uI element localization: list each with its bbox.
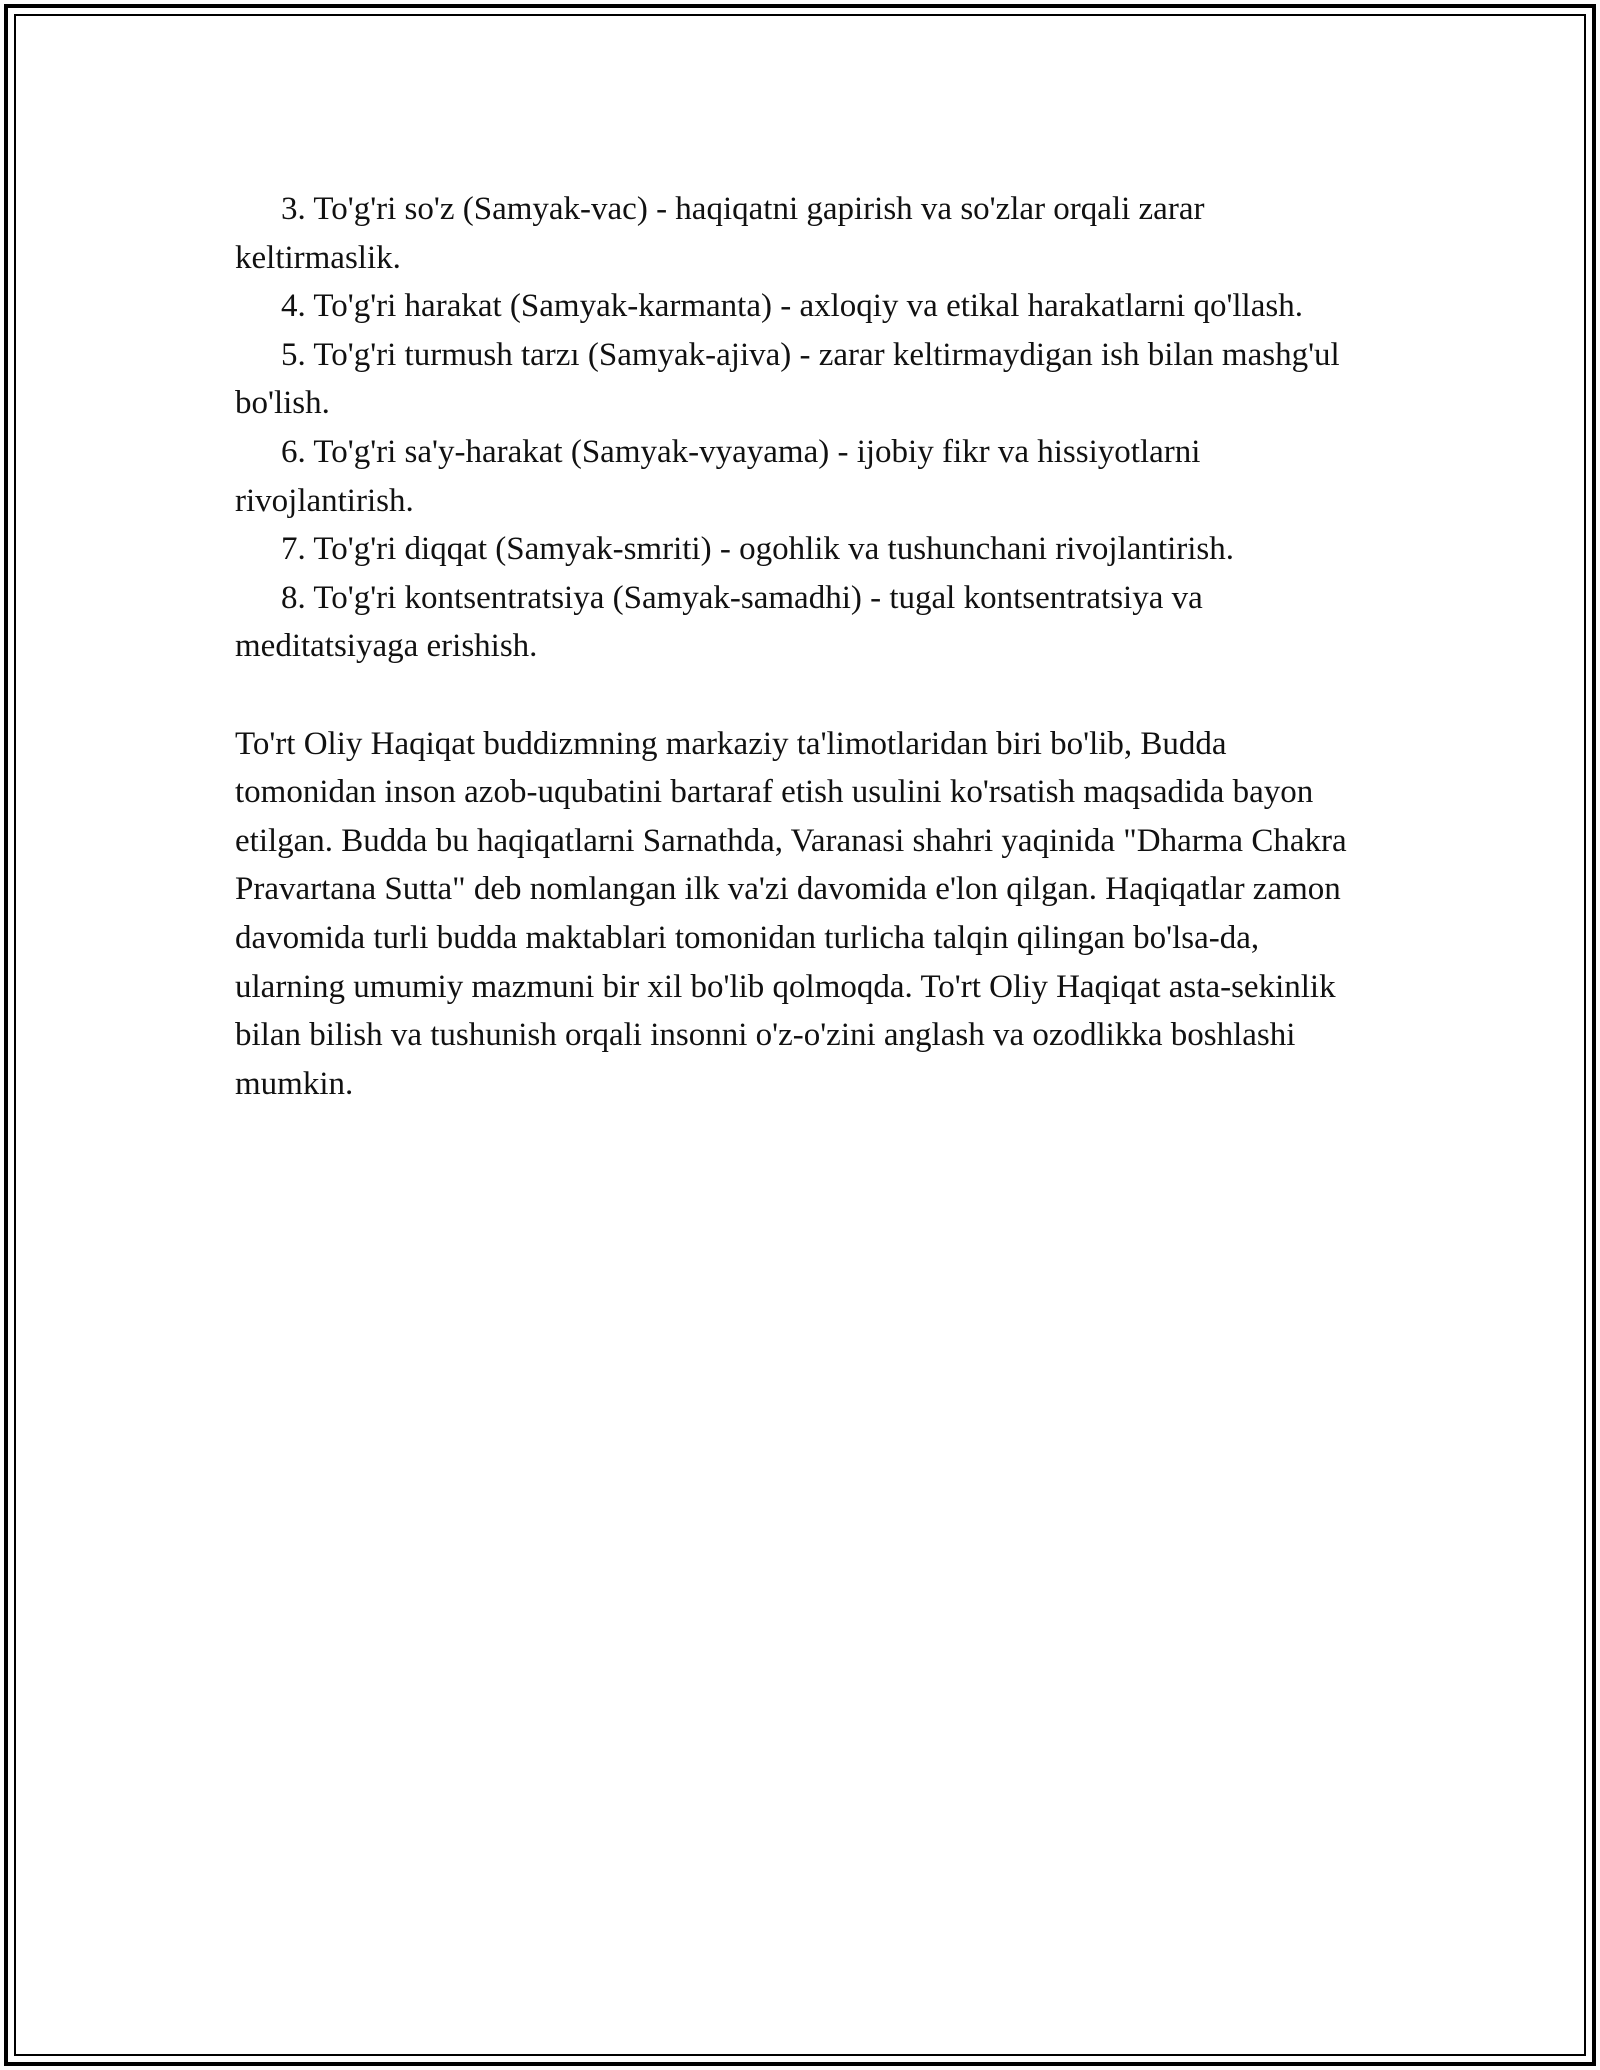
list-item-8: 8. To'g'ri kontsentratsiya (Samyak-samadhi) - tugal kontsentratsiya va meditatsiyaga erishish. [235,579,1203,665]
list-item-6: 6. To'g'ri sa'y-harakat (Samyak-vyayama) - ijobiy fikr va hissiyotlarni rivojlantirish. [235,433,1201,519]
list-item-4: 4. To'g'ri harakat (Samyak-karmanta) - axloqiy va etikal harakatlarni qo'llash. [281,288,1303,325]
paragraph-spacer [235,671,1365,720]
body-paragraph: To'rt Oliy Haqiqat buddizmning markaziy ta'limotlaridan biri bo'lib, Budda tomonidan inson azob-uqubatini bartaraf etish usulini ko'rsatish maqsadida bayon etilgan. Budda bu haqiqatlarni Sarnathda, Varanasi shahri yaqinida "Dharma Chakra Pravartana Sutta" deb nomlangan ilk va'zi davomida e'lon qilgan. Haqiqatlar zamon davomida turli budda maktablari tomonidan turlicha talqin qilingan bo'lsa-da, ularning umumiy mazmuni bir xil bo'lib qolmoqda. To'rt Oliy Haqiqat asta-sekinlik bilan bilish va tushunish orqali insonni o'z-o'zini anglash va ozodlikka boshlashi mumkin. [235,725,1347,1102]
list-item-5: 5. To'g'ri turmush tarzı (Samyak-ajiva) - zarar keltirmaydigan ish bilan mashg'ul bo'lish. [235,336,1340,422]
list-item-7: 7. To'g'ri diqqat (Samyak-smriti) - ogohlik va tushunchani rivojlantirish. [281,531,1235,568]
list-item-3: 3. To'g'ri so'z (Samyak-vac) - haqiqatni gapirish va so'zlar orqali zarar keltirmaslik. [235,191,1205,276]
document-body [235,185,1365,1108]
numbered-list [235,185,1365,671]
